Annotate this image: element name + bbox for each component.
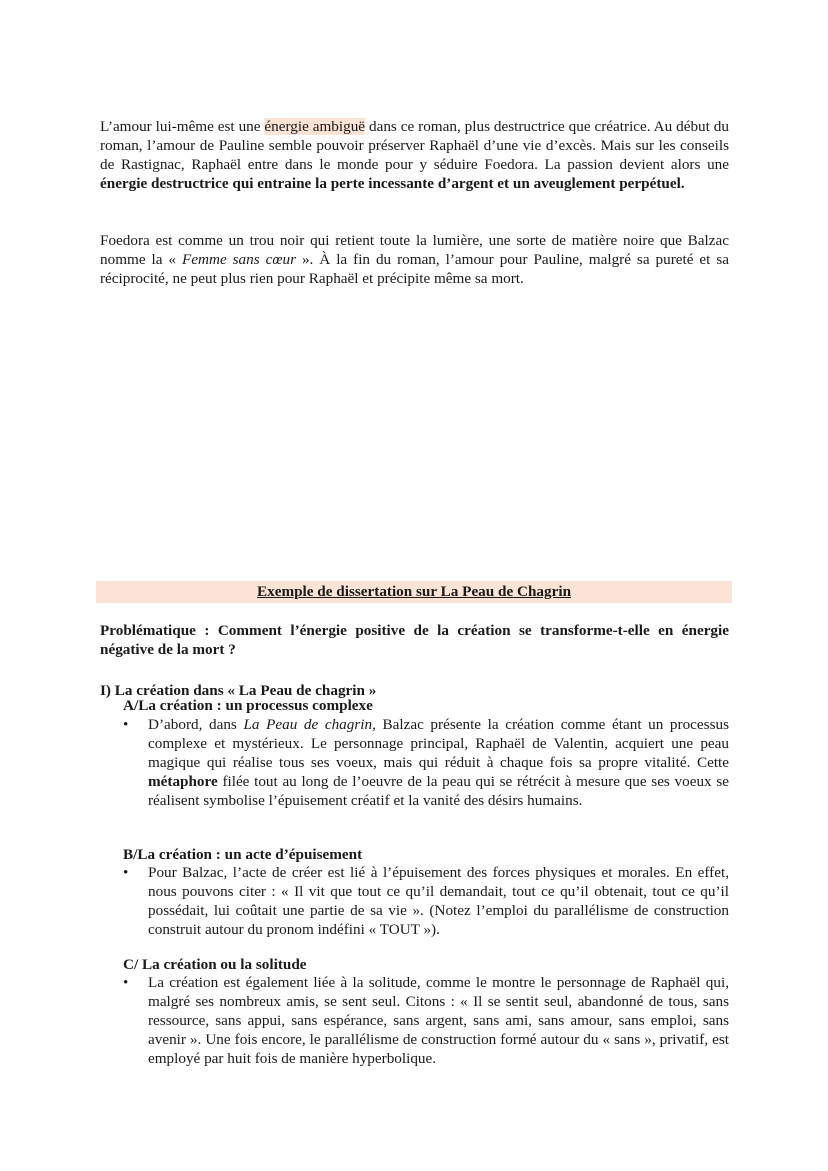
intro-p1-text-2: dans ce roman, plus destructrice que créatrice. Au début du roman, l’amour de Pauline semble pouvoir préserver Raphaël d’une vie d’excès. Mais sur les conseils de Rastignac, Raphaël entre dans le monde pour y séduire Foedora. La passion devient alors une [100, 118, 729, 173]
intro-p2-text-1: Foedora est comme un trou noir qui retient toute la lumière, une sorte de matière noire que Balzac nomme la « [100, 232, 729, 268]
highlighted-phrase: énergie ambiguë [264, 118, 366, 135]
intro-paragraph-2 [100, 231, 729, 288]
bullet-symbol: • [123, 716, 129, 733]
section-b-text: Pour Balzac, l’acte de créer est lié à l’épuisement des forces physiques et morales. En effet, nous pouvons citer : « Il vit que tout ce qu’il demandait, tout ce qu’il obtenait, tout ce qu’il possédait, lui coûtait une partie de sa vie ». (Notez l’emploi du parallélisme de construction construit autour du pronom indéfini « TOUT »). [148, 864, 729, 938]
section-b-heading: B/La création : un acte d’épuisement [123, 846, 363, 863]
section-a-heading: A/La création : un processus complexe [123, 697, 373, 714]
bullet-symbol: • [123, 974, 129, 991]
intro-p1-bold: énergie destructrice qui entraine la perte incessante d’argent et un aveuglement perpétuel. [100, 175, 685, 192]
bullet-symbol: • [123, 864, 129, 881]
section-a-text: D’abord, dans La Peau de chagrin, Balzac présente la création comme étant un processus complexe et mystérieux. Le personnage principal, Raphaël de Valentin, acquiert une peau magique qui réalise tous ses voeux, mais qui réduit à chaque fois sa propre vitalité. Cette métaphore filée tout au long de l’oeuvre de la peau qui se rétrécit à mesure que ses voeux se réalisent symbolise l’épuisement créatif et la vanité des désirs humains. [148, 716, 729, 809]
intro-p1-text-1: L’amour lui-même est une [100, 118, 265, 135]
section-c-heading: C/ La création ou la solitude [123, 956, 307, 973]
intro-p2-text-2: ». À la fin du roman, l’amour pour Pauline, malgré sa pureté et sa réciprocité, ne peut plus rien pour Raphaël et précipite même sa mort. [100, 251, 730, 287]
problematique: Problématique : Comment l’énergie positive de la création se transforme-t-elle en énergie négative de la mort ? [100, 622, 729, 658]
intro-paragraph-1 [100, 117, 729, 193]
banner-title: Exemple de dissertation sur La Peau de Chagrin [256, 583, 572, 600]
section-c-text: La création est également liée à la solitude, comme le montre le personnage de Raphaël qui, malgré ses nombreux amis, se sent seul. Citons : « Il se sentit seul, abandonné de tous, sans ressource, sans appui, sans espérance, sans argent, sans ami, sans amour, sans emploi, sans avenir ». Une fois encore, le parallélisme de construction formé autour du « sans », privatif, est employé par huit fois de manière hyperbolique. [148, 974, 729, 1067]
intro-p2-italic: Femme sans cœur [181, 251, 296, 268]
part-1-heading: I) La création dans « La Peau de chagrin » [100, 682, 377, 699]
dissertation-banner [96, 581, 732, 603]
